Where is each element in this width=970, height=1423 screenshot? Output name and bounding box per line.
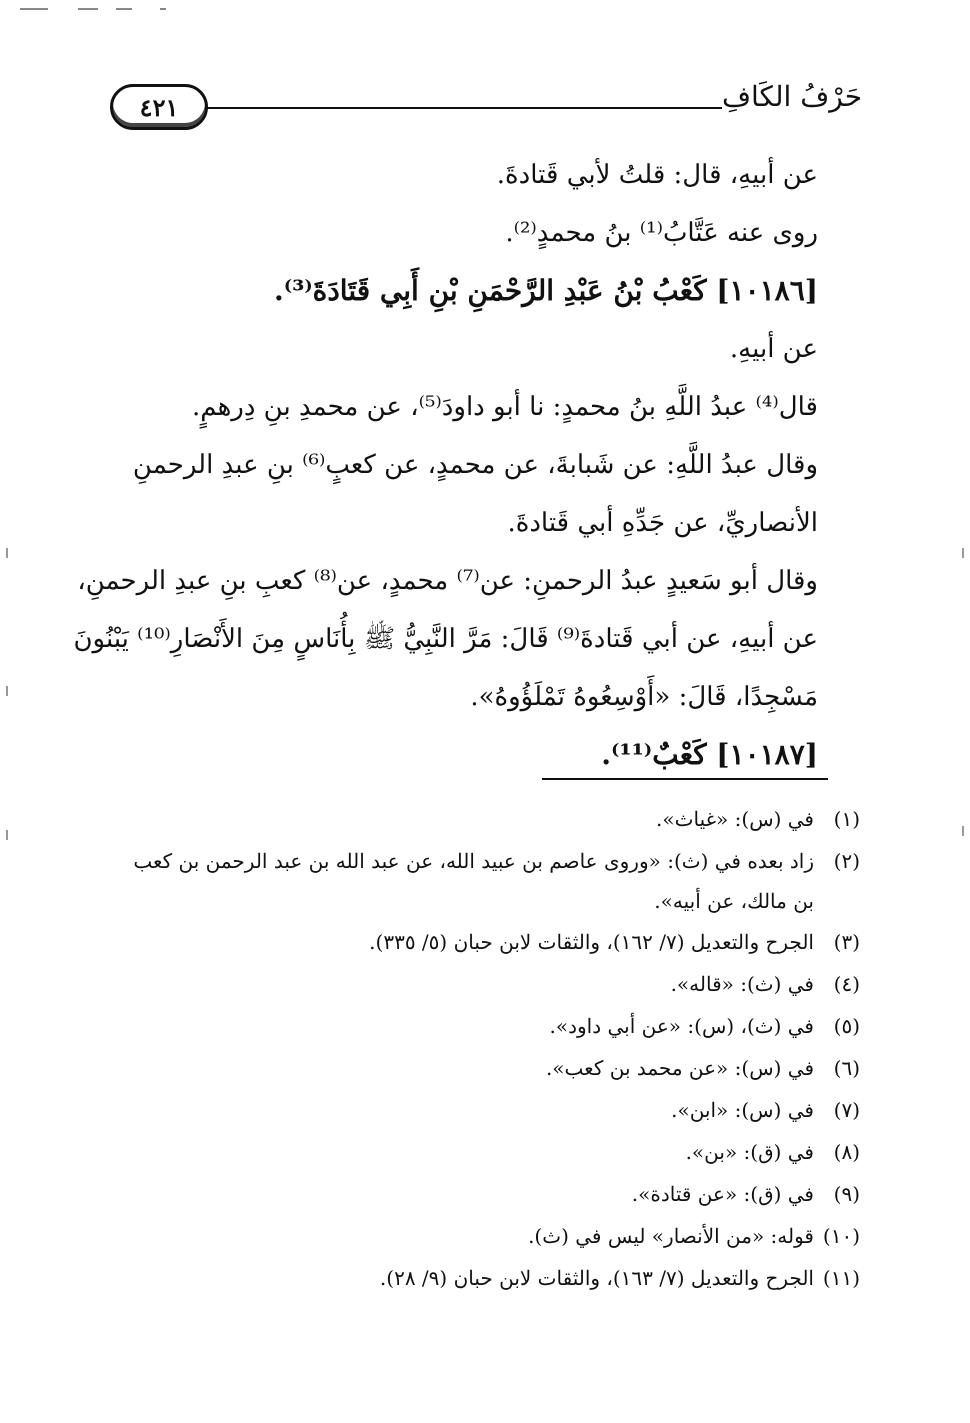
text-line: مَسْجِدًا، قَالَ: «أَوْسِعُوهُ تَمْلَؤُوهُ». (470, 682, 818, 712)
entry-heading: [١٠١٨٧] كَعْبٌ⁽¹¹⁾. (601, 738, 818, 771)
footnote-text: الجرح والتعديل (٧/ ١٦٢)، والثقات لابن حبان (٥/ ٣٣٥). (369, 930, 814, 954)
footnote-item (112, 963, 860, 1005)
scan-edge-mark (962, 826, 964, 836)
footnote-number: (١٠) (822, 1224, 860, 1248)
chapter-title: حَرْفُ الكَافِ (721, 80, 862, 113)
main-text (73, 146, 818, 784)
footnote-number: (٩) (833, 1182, 860, 1206)
page-header (110, 80, 862, 136)
footnote-number: (٧) (833, 1098, 860, 1122)
footnote-number: (٨) (833, 1140, 860, 1164)
scan-edge-mark (6, 686, 8, 696)
text-line: عن أبيهِ، قال: قلتُ لأبي قَتادةَ. (496, 160, 818, 190)
text-line: عن أبيهِ، عن أبي قَتادةَ⁽⁹⁾ قَالَ: مَرَّ النَّبِيُّ ﷺ بِأُنَاسٍ مِنَ الأَنْصَارِ⁽¹⁰⁾ يَبْنُونَ (73, 624, 818, 654)
text-line: روى عنه عَتَّابُ⁽¹⁾ بنُ محمدٍ⁽²⁾. (505, 218, 818, 248)
scan-edge-mark (962, 548, 964, 558)
footnote-text: في (ث)، (س): «عن أبي داود». (549, 1014, 814, 1038)
footnote-item (112, 921, 860, 963)
page-number: ٤٢١ (110, 84, 208, 130)
footnote-item (112, 1257, 860, 1299)
footnote-number: (٦) (833, 1056, 860, 1080)
text-line: قال⁽⁴⁾ عبدُ اللَّهِ بنُ محمدٍ: نا أبو داودَ⁽⁵⁾، عن محمدِ بنِ دِرهمٍ. (192, 392, 818, 422)
footnote-text: في (س): «غياث». (656, 807, 814, 831)
text-line: عن أبيهِ. (729, 334, 818, 364)
scan-edge-marks (20, 8, 180, 12)
footnote-item (112, 1089, 860, 1131)
footnote-number: (١١) (822, 1266, 860, 1290)
footnote-item (112, 840, 860, 921)
footnote-item (112, 1131, 860, 1173)
footnotes (112, 798, 860, 1299)
footnote-item (112, 1173, 860, 1215)
footnote-number: (٤) (833, 972, 860, 996)
footnote-number: (١) (833, 807, 860, 831)
footnote-item (112, 1005, 860, 1047)
footnote-separator (542, 778, 828, 780)
footnote-number: (٥) (833, 1014, 860, 1038)
footnote-item (112, 1215, 860, 1257)
footnote-text: في (ق): «بن». (685, 1140, 814, 1164)
text-line: الأنصاريِّ، عن جَدِّهِ أبي قَتادةَ. (507, 508, 818, 538)
footnote-item (112, 1047, 860, 1089)
footnote-text: في (س): «ابن». (671, 1098, 814, 1122)
footnote-text: في (س): «عن محمد بن كعب». (545, 1056, 814, 1080)
scan-edge-mark (6, 830, 8, 840)
footnote-text: الجرح والتعديل (٧/ ١٦٣)، والثقات لابن حبان (٩/ ٢٨). (379, 1266, 814, 1290)
footnote-text: في (ث): «قاله». (670, 972, 814, 996)
footnote-text: زاد بعده في (ث): «وروى عاصم بن عبيد الله، عن عبد الله بن عبد الرحمن بن كعب بن مالك، عن أبيه». (133, 849, 814, 913)
footnote-text: قوله: «من الأنصار» ليس في (ث). (528, 1224, 814, 1248)
footnote-number: (٣) (833, 930, 860, 954)
footnote-number: (٢) (833, 849, 860, 873)
entry-heading: [١٠١٨٦] كَعْبُ بْنُ عَبْدِ الرَّحْمَنِ بْنِ أَبِي قَتَادَةَ⁽³⁾. (273, 274, 818, 307)
footnote-item (112, 798, 860, 840)
scan-edge-mark (6, 548, 8, 558)
text-line: وقال عبدُ اللَّهِ: عن شَبابةَ، عن محمدٍ، عن كعبٍ⁽⁶⁾ بنِ عبدِ الرحمنِ (132, 450, 818, 480)
header-rule (206, 107, 722, 109)
footnote-text: في (ق): «عن قتادة». (631, 1182, 814, 1206)
text-line: وقال أبو سَعيدٍ عبدُ الرحمنِ: عن⁽⁷⁾ محمدٍ، عن⁽⁸⁾ كعبِ بنِ عبدِ الرحمنِ، (77, 566, 818, 596)
